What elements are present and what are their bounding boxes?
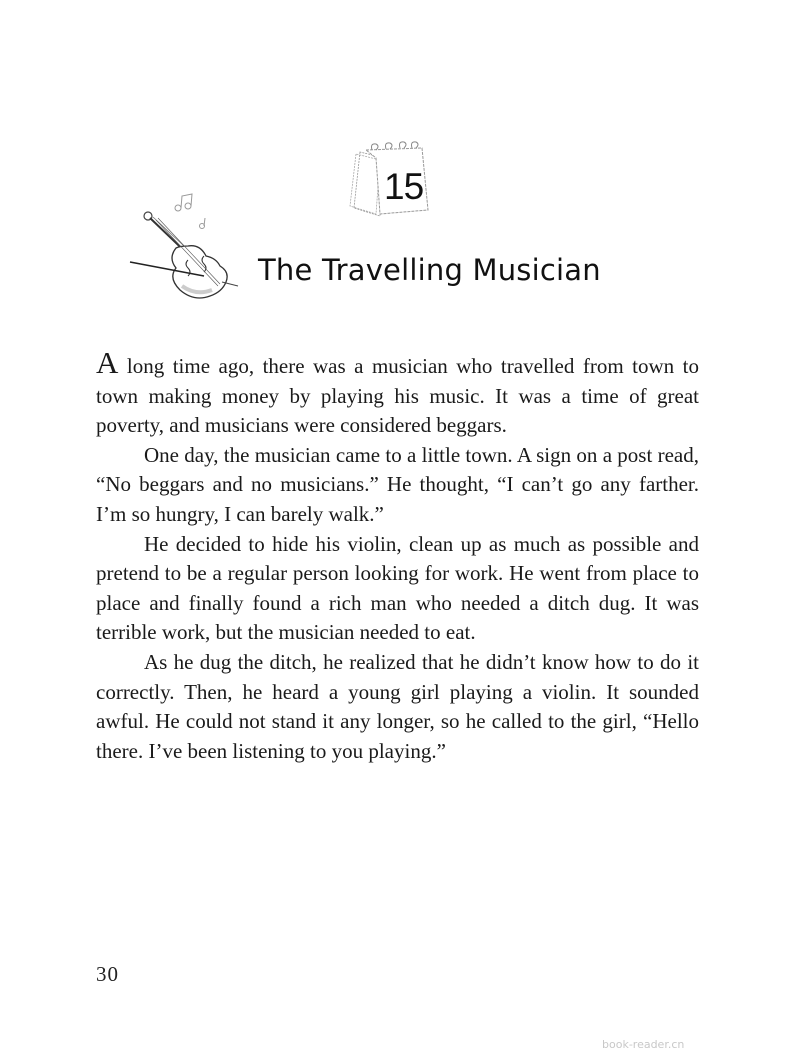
page-number: 30 (96, 962, 119, 986)
dropcap-letter: A (96, 345, 119, 380)
paragraph-4: As he dug the ditch, he realized that he didn’t know how to do it correctly. Then, he heard a young girl playing a violin. It sounded awful. He could not stand it any longer, so he called to the girl, “Hello there. I’ve been listening to you playing.” (96, 649, 699, 763)
story-text (96, 345, 699, 766)
paragraph-3: He decided to hide his violin, clean up as much as possible and pretend to be a regular person looking for work. He went from place to place and finally found a rich man who needed a ditch dug. It was terrible work, but the musician needed to eat. (96, 531, 699, 645)
chapter-number: 15 (384, 166, 424, 207)
violin-illustration-icon (126, 190, 266, 305)
paragraph-2: One day, the musician came to a little town. A sign on a post read, “No beggars and no musicians.” He thought, “I can’t go any farther. I’m so hungry, I can barely walk.” (96, 442, 699, 526)
chapter-title: The Travelling Musician (258, 253, 601, 287)
watermark: book-reader.cn (602, 1038, 685, 1051)
paragraph-1 (96, 345, 699, 441)
paragraph-1-text: long time ago, there was a musician who travelled from town to town making money by playing his music. It was a time of great poverty, and musicians were considered beggars. (96, 354, 699, 438)
chapter-number-badge (346, 140, 434, 220)
